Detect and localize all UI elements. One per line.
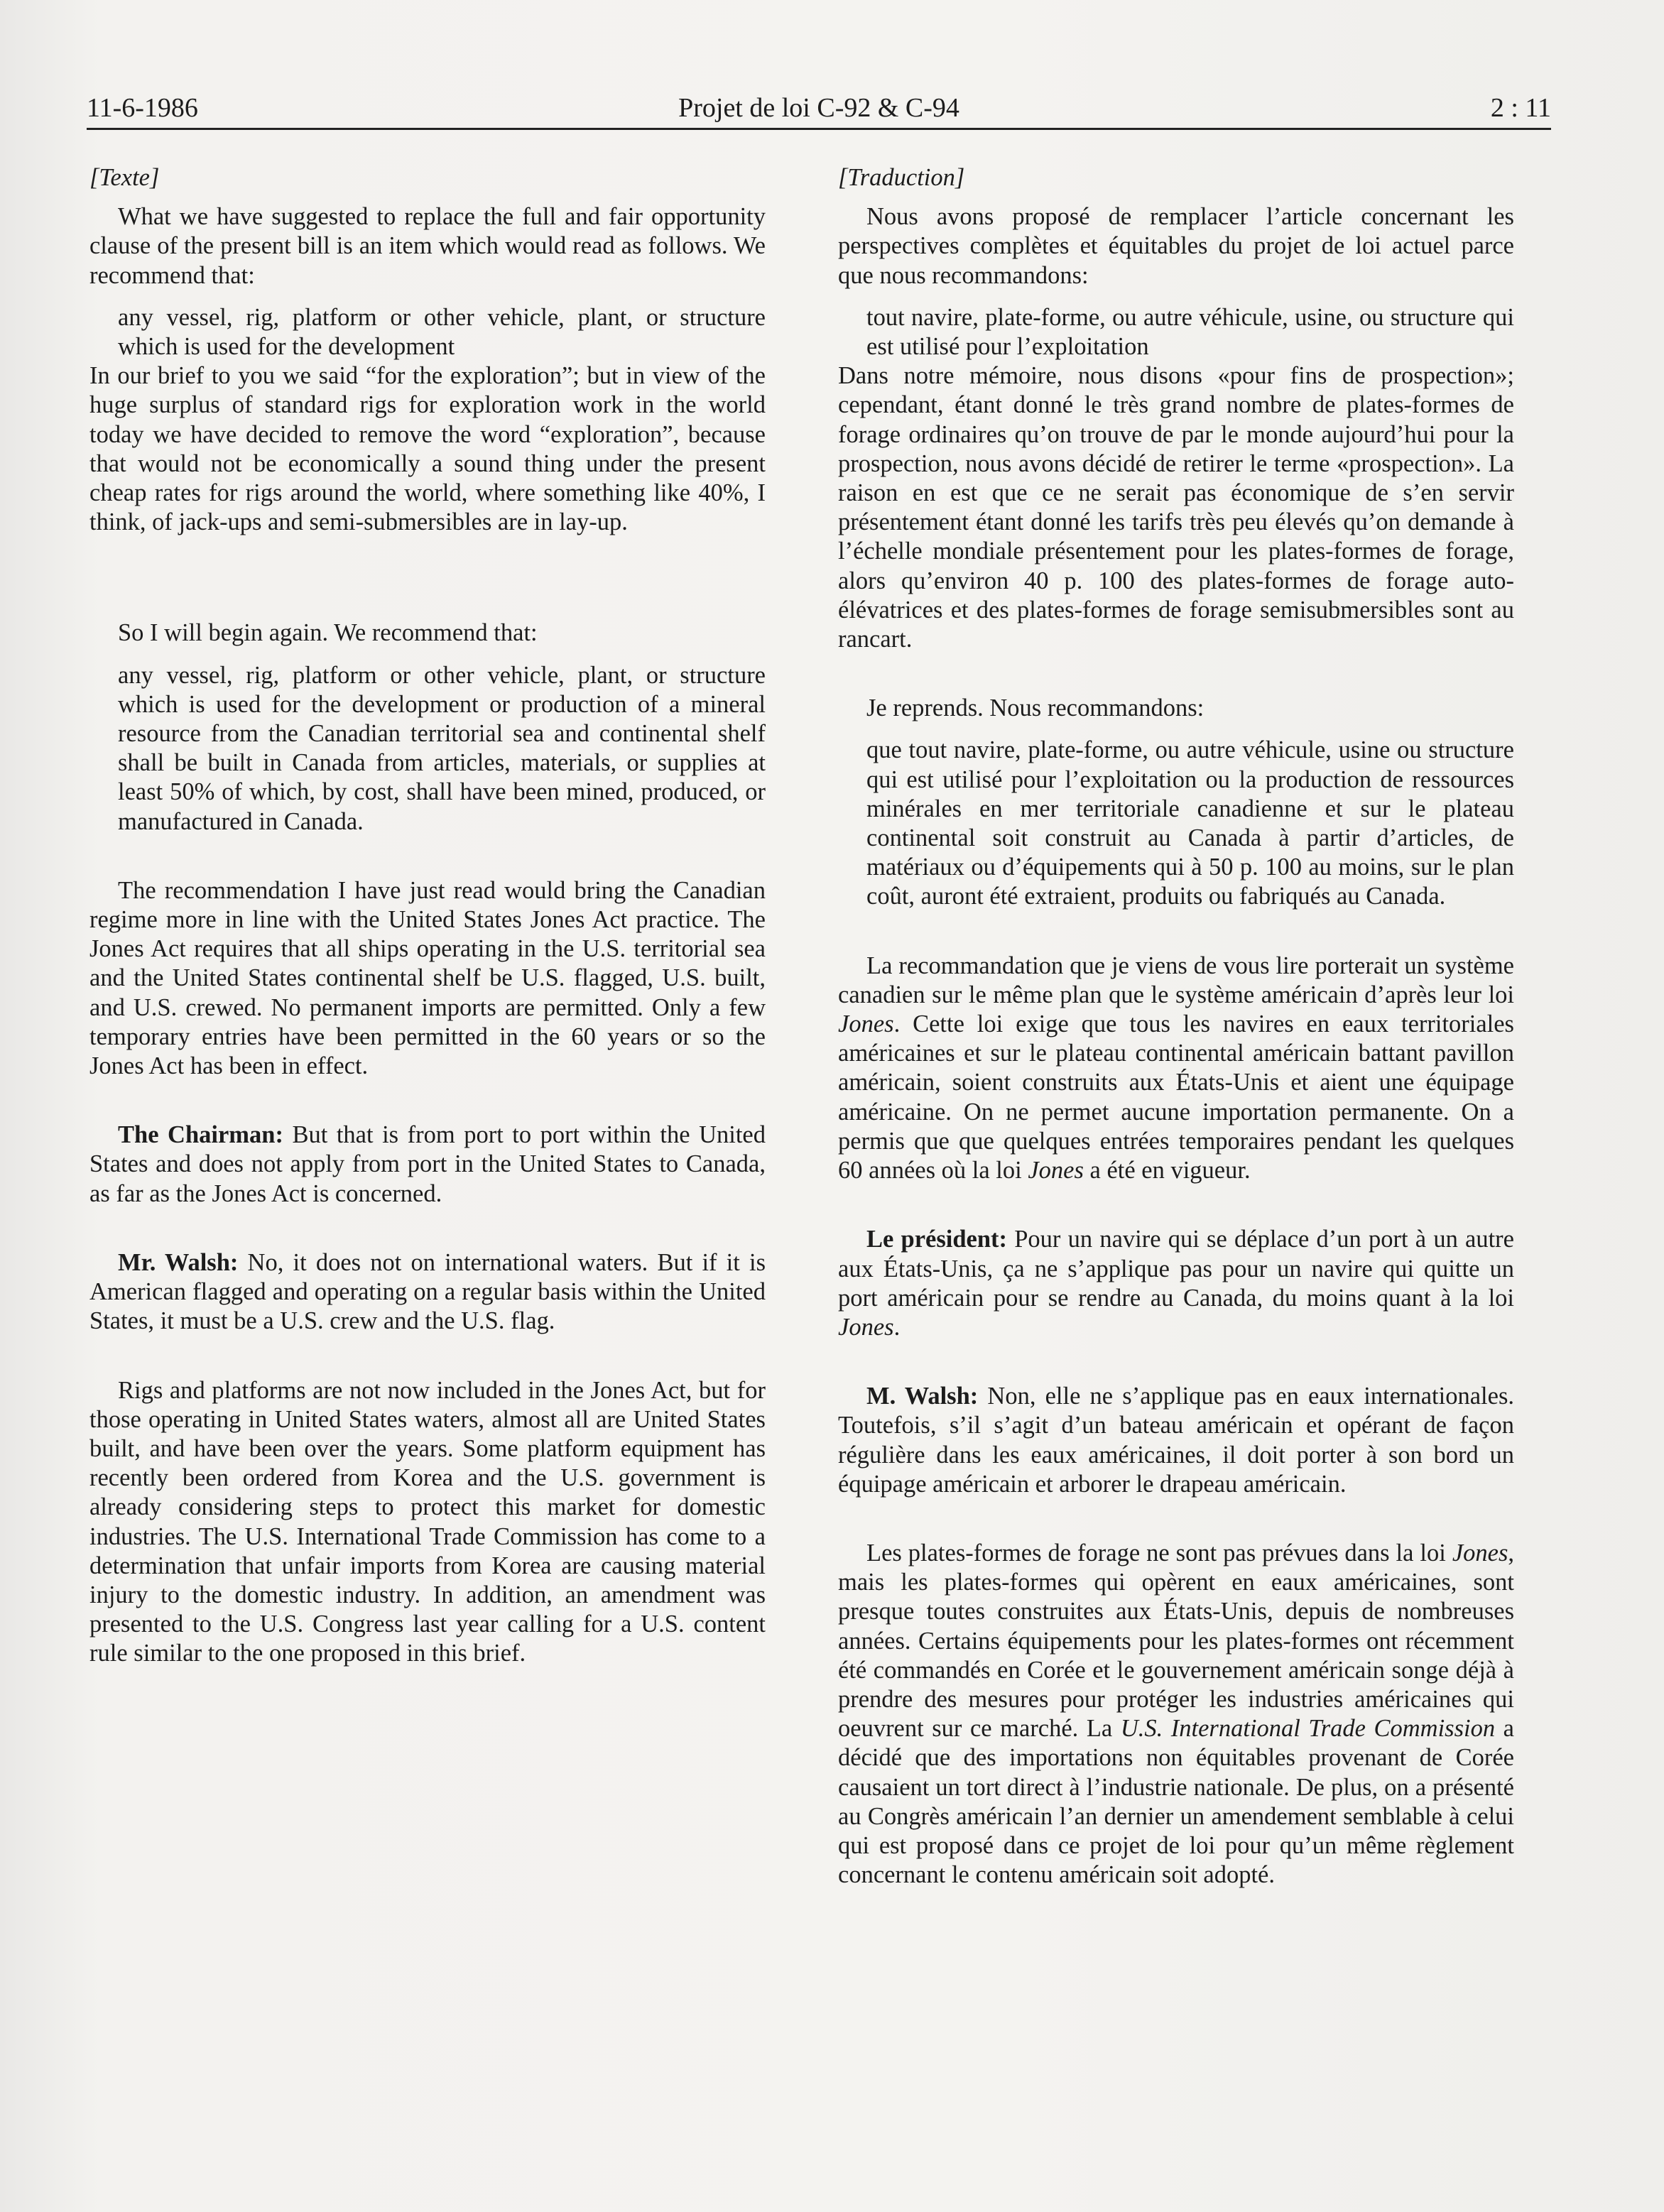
paragraph: Rigs and platforms are not now included in the Jones Act, but for those operating in United States waters, almost all are United States built, and have been over the years. Some platform equipment has recently been ordered from Korea and the U.S. government is already considering steps to protect this market for domestic industries. The U.S. International Trade Commission has come to a determination that unfair imports from Korea are causing material injury to the domestic industry. In addition, an amendment was presented to the U.S. Congress last year calling for a U.S. content rule similar to the one proposed in this brief.	[89, 1376, 766, 1667]
speaker-paragraph	[838, 1382, 1514, 1499]
french-column	[838, 163, 1514, 1890]
paragraph: In our brief to you we said “for the exploration”; but in view of the huge surplus of standard rigs for exploration work in the world today we have decided to remove the word “exploration”, because that would not be economically a sound thing under the present cheap rates for rigs around the world, where something like 40%, I think, of jack-ups and semi-submersibles are in lay-up.	[89, 362, 766, 536]
paragraph: The recommendation I have just read would bring the Canadian regime more in line with the United States Jones Act practice. The Jones Act requires that all ships operating in the U.S. territorial sea and the United States continental shelf be U.S. flagged, U.S. built, and U.S. crewed. No permanent imports are permitted. Only a few temporary entries have been permitted in the 60 years or so the Jones Act has been in effect.	[89, 876, 766, 1080]
header-rule	[87, 128, 1551, 130]
speaker-name: Le président:	[866, 1226, 1008, 1253]
speaker-text: Pour un navire qui se déplace d’un port à un autre aux États-Unis, ça ne s’applique pas pour un navire qui quitte un port américain pour se rendre au Canada, du moins quant à la loi	[838, 1226, 1514, 1312]
speaker-paragraph	[89, 1248, 766, 1336]
speaker-text: Non, elle ne s’applique pas en eaux internationales. Toutefois, s’il s’agit d’un bateau américain et opérant de façon régulière dans les eaux américaines, il doit porter à son bord un équipage américain et arborer le drapeau américain.	[838, 1383, 1514, 1498]
speaker-paragraph: Le président: Pour un navire qui se déplace d’un port à un autre aux États-Unis, ça ne s’applique pas pour un navire qui quitte un port américain pour se rendre au Canada, du moins quant à la loi Jones.	[838, 1226, 1514, 1341]
quoted-recommendation: any vessel, rig, platform or other vehicle, plant, or structure which is used for the development	[118, 303, 766, 361]
quoted-recommendation: que tout navire, plate-forme, ou autre véhicule, usine ou structure qui est utilisé pour l’exploitation ou la production de ressources minérales en mer territoriale canadienne et sur le plateau continental soit construit au Canada à partir d’articles, de matériaux ou d’équipements qui à 50 p. 100 au moins, sur le plan coût, auront été extraient, produits ou fabriqués au Canada.	[866, 736, 1514, 910]
speaker-name: Mr. Walsh:	[118, 1248, 239, 1276]
paragraph: Nous avons proposé de remplacer l’article concernant les perspectives complètes et équitables du projet de loi actuel parce que nous recommandons:	[838, 203, 1514, 289]
header-date: 11-6-1986	[87, 93, 198, 123]
header-title: Projet de loi C-92 & C-94	[678, 93, 959, 123]
quoted-recommendation: any vessel, rig, platform or other vehicle, plant, or structure which is used for the development or production of a mineral resource from the Canadian territorial sea and continental shelf shall be built in Canada from articles, materials, or supplies at least 50% of which, by cost, shall have been mined, produced, or manufactured in Canada.	[118, 661, 766, 835]
speaker-paragraph	[89, 1121, 766, 1209]
paragraph: What we have suggested to replace the full and fair opportunity clause of the present bill is an item which would read as follows. We recommend that:	[89, 203, 766, 289]
header-page-number: 2 : 11	[1490, 93, 1551, 123]
paragraph: Les plates-formes de forage ne sont pas prévues dans la loi Jones, mais les plates-formes qui opèrent en eaux américaines, sont presque toutes construites aux États-Unis, depuis de nombreuses années. Certains équipements pour les plates-formes ont récemment été commandés en Corée et le gouvernement américain songe déjà à prendre des mesures pour protéger les industries américaines qui oeuvrent sur ce marché. La U.S. International Trade Commission a décidé que des importations non équitables provenant de Corée causaient un tort direct à l’industrie nationale. De plus, on a présenté au Congrès américain l’an dernier un amendement semblable à celui qui est proposé dans ce projet de loi pour qu’un même règlement concernant le contenu américain soit adopté.	[838, 1539, 1514, 1889]
speaker-text: No, it does not on international waters. But if it is American flagged and operating on a regular basis within the United States, it must be a U.S. crew and the U.S. flag.	[89, 1248, 766, 1335]
quoted-recommendation: tout navire, plate-forme, ou autre véhicule, usine, ou structure qui est utilisé pour l’exploitation	[866, 303, 1514, 361]
paragraph: Je reprends. Nous recommandons:	[866, 694, 1205, 722]
speaker-name: M. Walsh:	[866, 1383, 979, 1410]
paragraph: Dans notre mémoire, nous disons «pour fins de prospection»; cependant, étant donné le très grand nombre de plates-formes de forage ordinaires qu’on trouve de par le monde aujourd’hui pour la prospection, nous avons décidé de retirer le terme «prospection». La raison en est que ce ne serait pas économique de s’en servir présentement étant donné les tarifs très peu élevés qu’on demande à l’échelle mondiale présentement pour les plates-formes de forage, alors qu’environ 40 p. 100 des plates-formes de forage auto-élévatrices et des plates-formes de forage semisubmersibles sont au rancart.	[838, 362, 1514, 653]
translation-tag: [Traduction]	[838, 164, 965, 191]
speaker-name: The Chairman:	[118, 1121, 283, 1149]
page-header	[87, 91, 1551, 125]
english-column	[89, 163, 766, 1669]
paragraph: So I will begin again. We recommend that:	[118, 619, 538, 647]
text-tag: [Texte]	[89, 164, 160, 191]
speaker-text: But that is from port to port within the United States and does not apply from port in the United States to Canada, as far as the Jones Act is concerned.	[89, 1121, 766, 1207]
paragraph: La recommandation que je viens de vous lire porterait un système canadien sur le même plan que le système américain d’après leur loi Jones. Cette loi exige que tous les navires en eaux territoriales américaines et sur le plateau continental américain battant pavillon américain, soient construits aux États-Unis et aient une équipage américaine. On ne permet aucune importation permanente. On a permis que que quelques entrées temporaires pendant les quelques 60 années où la loi Jones a été en vigueur.	[838, 952, 1514, 1184]
